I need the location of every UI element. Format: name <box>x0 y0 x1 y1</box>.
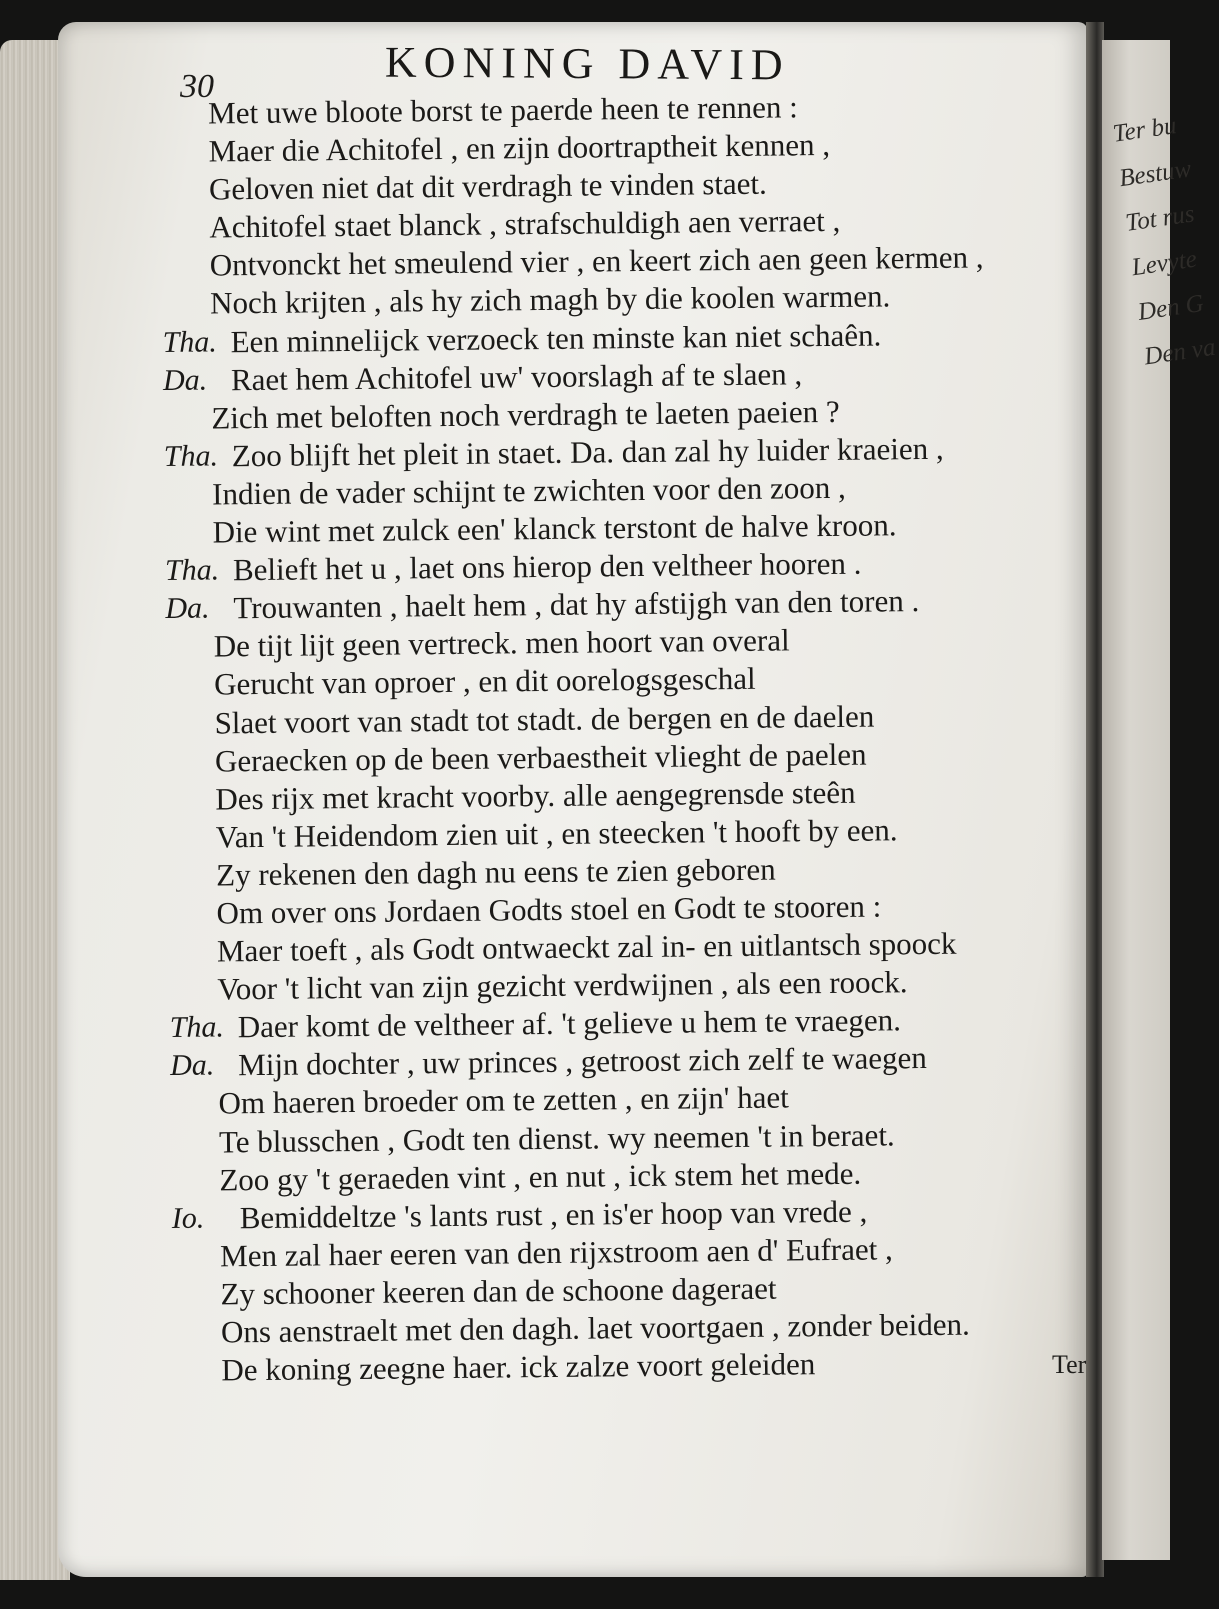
verse-body <box>160 86 1074 1391</box>
line-text: Trouwanten , haelt hem , dat hy afstijgh van den toren . <box>233 583 920 626</box>
speaker-label: Da. <box>165 591 210 626</box>
line-text: Ons aenstraelt met den dagh. laet voortgaen , zonder beiden. <box>220 1306 970 1350</box>
page-number: 30 <box>180 68 214 105</box>
line-text: Om over ons Jordaen Godts stoel en Godt te stooren : <box>216 888 882 931</box>
running-title: KONING DAVID <box>384 37 790 90</box>
line-text: Des rijx met kracht voorby. alle aengegrensde steên <box>215 774 856 817</box>
speaker-label: Tha. <box>164 553 220 588</box>
line-text: Geraecken op de been verbaestheit vlieght de paelen <box>214 736 867 779</box>
line-text: Van 't Heidendom zien uit , en steecken 't hooft by een. <box>215 812 898 855</box>
catchword: Ter <box>1052 1350 1087 1379</box>
line-text: Zoo blijft het pleit in staet. Da. dan zal hy luider kraeien , <box>231 430 944 474</box>
facing-line: Bestuw <box>1117 155 1193 193</box>
line-text: Mijn dochter , uw princes , getroost zich zelf te waegen <box>237 1040 927 1083</box>
line-text: Geloven niet dat dit verdragh te vinden staet. <box>208 165 767 207</box>
speaker-label: Da. <box>162 363 208 397</box>
line-text: Gerucht van oproer , en dit oorelogsgeschal <box>213 661 756 702</box>
line-text: Slaet voort van stadt tot stadt. de bergen en de daelen <box>214 698 875 740</box>
speaker-label: Io. <box>171 1201 205 1235</box>
line-text: Zy rekenen den dagh nu eens te zien geboren <box>215 851 776 893</box>
line-text: Belieft het u , laet ons hierop den veltheer hooren . <box>232 545 862 588</box>
facing-line: Ter bu <box>1111 112 1179 148</box>
line-text: Zy schooner keeren dan de schoone dageraet <box>220 1270 777 1312</box>
speaker-label: Tha. <box>163 439 219 473</box>
speaker-label: Tha. <box>162 324 217 359</box>
line-text: Zich met beloften noch verdragh te laeten paeien ? <box>211 393 840 436</box>
facing-line: Den G <box>1136 289 1206 326</box>
speaker-label: Tha. <box>169 1010 225 1045</box>
line-text: Maer toeft , als Godt ontwaeckt zal in- en uitlantsch spoock <box>216 925 957 969</box>
line-text: Zoo gy 't geraeden vint , en nut , ick stem het mede. <box>219 1155 862 1198</box>
line-text: Men zal haer eeren van den rijxstroom aen d' Eufraet , <box>219 1231 893 1274</box>
line-text: Indien de vader schijnt te zwichten voor den zoon , <box>211 469 846 512</box>
line-text: De tijt lijt geen vertreck. men hoort van overal <box>213 622 790 664</box>
facing-line: Levyte <box>1130 245 1199 282</box>
line-text: Ontvonckt het smeulend vier , en keert zich aen geen kermen , <box>209 239 984 283</box>
line-text: Daer komt de veltheer af. 't gelieve u hem te vraegen. <box>237 1002 902 1045</box>
line-text: Een minnelijck verzoeck ten minste kan niet schaên. <box>230 317 882 359</box>
line-text: Raet hem Achitofel uw' voorslagh af te slaen , <box>230 355 803 397</box>
facing-line: Den va <box>1142 333 1218 371</box>
speaker-label: Da. <box>169 1048 215 1083</box>
line-text: Te blusschen , Godt ten dienst. wy neemen 't in beraet. <box>218 1116 895 1159</box>
line-text: Achitofel staet blanck , strafschuldigh aen verraet , <box>209 203 841 245</box>
line-text: Met uwe bloote borst te paerde heen te rennen : <box>208 89 798 131</box>
line-text: Om haeren broeder om te zetten , en zijn' haet <box>218 1079 789 1121</box>
line-text: Voor 't licht van zijn gezicht verdwijnen , als een roock. <box>217 964 908 1007</box>
facing-line: Tot rus <box>1123 200 1197 237</box>
line-text: Maer die Achitofel , en zijn doortraptheit kennen , <box>208 127 831 169</box>
line-text: De koning zeegne haer. ick zalze voort geleiden <box>221 1346 816 1388</box>
line-text: Noch krijten , als hy zich magh by die koolen warmen. <box>210 278 891 321</box>
line-text: Die wint met zulck een' klanck terstont de halve kroon. <box>212 507 897 550</box>
line-text: Bemiddeltze 's lants rust , en is'er hoop van vrede , <box>239 1193 868 1235</box>
